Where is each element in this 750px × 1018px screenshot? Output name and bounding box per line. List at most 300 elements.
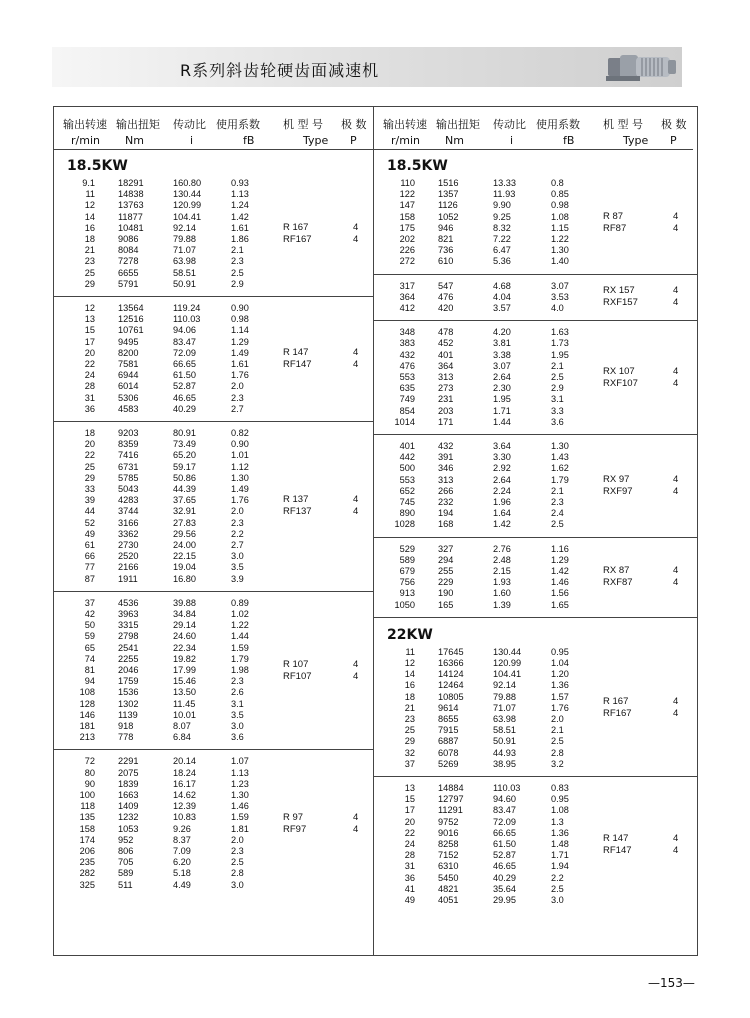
cell-service-factor: 1.63 (551, 327, 569, 338)
cell-torque: 1302 (118, 698, 139, 709)
cell-speed: 25 (404, 725, 415, 736)
table-row (53, 234, 373, 245)
table-row (373, 895, 693, 906)
cell-ratio: 52.87 (493, 850, 516, 861)
cell-torque: 3963 (118, 609, 139, 619)
cell-ratio: 2.92 (493, 463, 511, 474)
cell-service-factor: 2.1 (551, 360, 564, 371)
cell-torque: 7152 (438, 850, 459, 861)
cell-speed: 18 (84, 428, 95, 438)
cell-service-factor: 2.0 (231, 834, 244, 845)
cell-speed: 36 (84, 403, 95, 414)
cell-speed: 1014 (394, 416, 415, 427)
cell-torque: 231 (438, 394, 454, 405)
cell-torque: 6731 (118, 461, 139, 472)
pole-count: 4 (353, 359, 359, 370)
cell-ratio: 10.01 (173, 709, 196, 720)
cell-torque: 13564 (118, 303, 144, 313)
column-unit-left-0: r/min (71, 134, 100, 147)
cell-speed: 31 (404, 861, 415, 872)
cell-service-factor: 1.29 (551, 554, 569, 565)
table-row (53, 654, 373, 665)
cell-ratio: 11.45 (173, 698, 196, 709)
cell-service-factor: 1.46 (551, 577, 569, 588)
table-row (373, 417, 693, 428)
cell-speed: 9.1 (82, 178, 95, 188)
group-separator (373, 320, 698, 321)
cell-torque: 7581 (118, 359, 139, 369)
cell-service-factor: 1.73 (551, 338, 569, 349)
table-row (373, 338, 693, 349)
table-row (53, 801, 373, 812)
cell-ratio: 73.49 (173, 439, 196, 450)
cell-speed: 14 (84, 211, 95, 222)
cell-speed: 22 (84, 359, 95, 369)
table-row (53, 462, 373, 473)
pole-count: 4 (353, 494, 359, 506)
cell-speed: 679 (399, 566, 415, 576)
cell-service-factor: 1.49 (231, 484, 249, 494)
cell-speed: 42 (84, 609, 95, 619)
cell-service-factor: 1.36 (551, 680, 569, 691)
table-row (53, 223, 373, 234)
cell-speed: 146 (79, 709, 95, 720)
pole-count: 4 (353, 811, 359, 823)
cell-ratio: 29.14 (173, 620, 196, 631)
cell-torque: 255 (438, 566, 454, 576)
cell-service-factor: 2.3 (231, 256, 244, 267)
table-row (53, 314, 373, 325)
cell-ratio: 15.46 (173, 676, 196, 687)
cell-torque: 313 (438, 474, 454, 485)
table-row (373, 372, 693, 383)
table-row (373, 748, 693, 759)
cell-torque: 10805 (438, 691, 464, 702)
cell-ratio: 1.42 (493, 519, 511, 530)
cell-service-factor: 2.6 (231, 687, 244, 698)
cell-speed: 41 (404, 883, 415, 894)
cell-torque: 2541 (118, 642, 139, 653)
cell-ratio: 3.38 (493, 349, 511, 360)
cell-torque: 4821 (438, 883, 459, 894)
cell-service-factor: 3.0 (231, 721, 244, 731)
cell-torque: 2730 (118, 540, 139, 550)
cell-speed: 29 (84, 472, 95, 483)
pole-count: 4 (673, 485, 679, 497)
table-row (373, 736, 693, 747)
cell-service-factor: 2.5 (231, 857, 244, 868)
table-row (373, 703, 693, 714)
table-row (373, 647, 693, 658)
cell-service-factor: 3.0 (551, 895, 564, 905)
cell-ratio: 2.64 (493, 474, 511, 485)
table-row (53, 598, 373, 609)
table-row (53, 846, 373, 857)
cell-torque: 168 (438, 519, 454, 530)
cell-service-factor: 0.8 (551, 178, 564, 188)
pole-count: 4 (673, 832, 679, 844)
cell-ratio: 27.83 (173, 517, 196, 528)
table-row (373, 223, 693, 234)
group-separator (373, 617, 698, 618)
cell-torque: 8084 (118, 245, 139, 256)
cell-torque: 946 (438, 222, 454, 233)
cell-ratio: 104.41 (173, 211, 202, 222)
table-row (373, 669, 693, 680)
cell-service-factor: 2.1 (231, 245, 244, 256)
cell-ratio: 44.93 (493, 747, 516, 758)
cell-speed: 317 (399, 280, 415, 291)
cell-service-factor: 1.59 (231, 812, 249, 823)
cell-torque: 736 (438, 245, 454, 256)
model-type: RX 87 (603, 565, 630, 577)
table-row (373, 394, 693, 405)
cell-ratio: 104.41 (493, 669, 522, 680)
cell-speed: 749 (399, 394, 415, 405)
table-row (373, 292, 693, 303)
cell-ratio: 14.62 (173, 790, 196, 800)
cell-torque: 4283 (118, 495, 139, 506)
cell-ratio: 120.99 (173, 200, 202, 211)
cell-service-factor: 1.76 (551, 702, 569, 713)
cell-speed: 65 (84, 642, 95, 653)
table-row (53, 268, 373, 279)
table-row (373, 383, 693, 394)
cell-torque: 1232 (118, 812, 139, 823)
cell-service-factor: 1.71 (551, 850, 569, 861)
cell-service-factor: 3.2 (551, 758, 564, 769)
cell-torque: 7416 (118, 450, 139, 461)
cell-speed: 90 (84, 778, 95, 789)
table-row (373, 508, 693, 519)
cell-ratio: 1.64 (493, 508, 511, 519)
table-row (53, 699, 373, 710)
table-row (53, 359, 373, 370)
cell-ratio: 34.84 (173, 609, 196, 619)
cell-service-factor: 1.42 (551, 566, 569, 576)
cell-torque: 346 (438, 463, 454, 474)
cell-ratio: 66.65 (493, 827, 516, 838)
cell-ratio: 1.96 (493, 497, 511, 507)
model-type: R 87 (603, 210, 624, 222)
cell-ratio: 3.81 (493, 338, 511, 349)
table-row (373, 519, 693, 530)
cell-speed: 49 (84, 528, 95, 539)
cell-speed: 11 (405, 646, 415, 657)
cell-torque: 14124 (438, 669, 464, 680)
cell-speed: 13 (404, 783, 415, 793)
cell-speed: 23 (84, 256, 95, 267)
cell-torque: 165 (438, 599, 454, 610)
cell-service-factor: 1.59 (231, 642, 249, 653)
pole-count: 4 (673, 377, 679, 389)
table-row (53, 609, 373, 620)
cell-torque: 5785 (118, 472, 139, 483)
cell-ratio: 6.20 (173, 857, 191, 868)
cell-torque: 5791 (118, 278, 139, 289)
table-row (53, 325, 373, 336)
table-row (53, 756, 373, 767)
cell-service-factor: 2.1 (551, 485, 564, 496)
table-row (373, 577, 693, 588)
cell-service-factor: 1.12 (231, 461, 249, 472)
cell-speed: 108 (79, 687, 95, 698)
cell-torque: 9614 (438, 702, 459, 713)
table-row (53, 484, 373, 495)
cell-service-factor: 1.46 (231, 801, 249, 812)
cell-speed: 652 (399, 485, 415, 496)
table-row (53, 631, 373, 642)
cell-speed: 13 (84, 314, 95, 325)
cell-ratio: 80.91 (173, 428, 196, 438)
cell-speed: 348 (399, 327, 415, 338)
model-type: R 147 (283, 347, 309, 358)
cell-service-factor: 2.3 (551, 497, 564, 507)
cell-torque: 5450 (438, 872, 459, 883)
table-row (53, 868, 373, 879)
cell-torque: 821 (438, 234, 454, 244)
cell-speed: 24 (84, 370, 95, 381)
cell-service-factor: 1.16 (551, 543, 569, 554)
cell-speed: 59 (84, 631, 95, 642)
cell-service-factor: 3.5 (231, 709, 244, 720)
cell-ratio: 50.86 (173, 472, 196, 483)
page-number: —153— (648, 976, 695, 990)
cell-service-factor: 1.24 (231, 200, 249, 211)
cell-service-factor: 1.15 (551, 222, 569, 233)
cell-service-factor: 1.81 (231, 823, 249, 834)
column-header-left-1: 输出扭矩 (116, 118, 160, 131)
cell-ratio: 4.04 (493, 291, 511, 302)
cell-ratio: 72.09 (173, 347, 196, 358)
cell-torque: 3315 (118, 620, 139, 631)
column-unit-right-3: fB (563, 134, 575, 147)
table-row (373, 212, 693, 223)
cell-ratio: 37.65 (173, 495, 196, 506)
cell-ratio: 110.03 (173, 314, 201, 325)
cell-speed: 202 (399, 234, 415, 244)
cell-speed: 22 (404, 827, 415, 838)
cell-torque: 194 (438, 508, 454, 519)
cell-torque: 2798 (118, 631, 139, 642)
cell-service-factor: 1.13 (231, 767, 249, 778)
table-row (373, 178, 693, 189)
table-row (373, 256, 693, 267)
cell-torque: 16366 (438, 658, 464, 668)
cell-speed: 25 (84, 267, 95, 278)
cell-torque: 1516 (438, 178, 459, 188)
pole-count: 4 (673, 210, 679, 222)
cell-speed: 1028 (394, 519, 415, 530)
cell-speed: 37 (84, 597, 95, 608)
cell-torque: 2046 (118, 665, 139, 675)
cell-ratio: 13.33 (493, 178, 516, 188)
pole-count: 4 (353, 347, 359, 358)
cell-speed: 39 (84, 495, 95, 506)
cell-speed: 432 (399, 349, 415, 360)
cell-service-factor: 1.62 (551, 463, 569, 474)
table-row (373, 189, 693, 200)
cell-speed: 15 (404, 794, 415, 805)
table-row (53, 824, 373, 835)
cell-service-factor: 3.3 (551, 405, 564, 416)
cell-service-factor: 2.5 (231, 267, 244, 278)
cell-speed: 226 (399, 245, 415, 256)
cell-torque: 918 (118, 721, 134, 731)
pole-count: 4 (673, 696, 679, 708)
column-unit-right-4: Type (623, 134, 649, 147)
cell-speed: 87 (84, 573, 95, 584)
cell-service-factor: 1.02 (231, 609, 249, 619)
cell-speed: 21 (84, 245, 95, 256)
cell-torque: 511 (118, 879, 133, 890)
cell-speed: 122 (399, 189, 415, 200)
cell-speed: 33 (84, 484, 95, 494)
table-row (53, 620, 373, 631)
cell-ratio: 3.57 (493, 303, 511, 313)
cell-service-factor: 3.1 (551, 394, 564, 405)
table-row (53, 256, 373, 267)
cell-service-factor: 1.61 (231, 359, 249, 369)
table-row (373, 759, 693, 770)
group-separator (53, 591, 373, 592)
cell-ratio: 8.07 (173, 721, 191, 731)
cell-speed: 20 (404, 816, 415, 827)
cell-ratio: 50.91 (173, 278, 196, 289)
cell-service-factor: 3.53 (551, 291, 569, 302)
cell-service-factor: 0.83 (551, 783, 569, 793)
table-row (373, 555, 693, 566)
cell-speed: 24 (404, 839, 415, 849)
table-row (53, 337, 373, 348)
cell-service-factor: 3.0 (231, 879, 244, 890)
cell-torque: 3744 (118, 506, 139, 517)
cell-service-factor: 0.98 (231, 314, 249, 325)
cell-service-factor: 2.7 (231, 540, 244, 550)
cell-service-factor: 2.3 (231, 676, 244, 687)
cell-speed: 756 (399, 577, 415, 588)
cell-speed: 18 (84, 234, 95, 244)
cell-ratio: 17.99 (173, 665, 196, 675)
cell-service-factor: 3.5 (231, 562, 244, 573)
cell-ratio: 83.47 (493, 805, 516, 816)
table-row (373, 281, 693, 292)
cell-torque: 6655 (118, 267, 139, 278)
table-row (53, 721, 373, 732)
cell-ratio: 94.60 (493, 794, 516, 805)
cell-service-factor: 1.13 (231, 189, 249, 200)
table-row (53, 676, 373, 687)
cell-ratio: 1.44 (493, 416, 511, 427)
cell-ratio: 59.17 (173, 461, 196, 472)
cell-service-factor: 1.08 (551, 211, 569, 222)
model-type: R 167 (603, 696, 629, 708)
cell-service-factor: 4.0 (551, 303, 564, 313)
table-row (53, 212, 373, 223)
cell-torque: 6887 (438, 736, 459, 747)
cell-service-factor: 1.07 (231, 756, 249, 767)
cell-service-factor: 2.2 (551, 872, 564, 883)
table-row (53, 279, 373, 290)
header-line-right (373, 149, 693, 150)
cell-ratio: 8.32 (493, 222, 511, 233)
table-row (373, 475, 693, 486)
group-separator (53, 296, 373, 297)
cell-torque: 13763 (118, 200, 144, 211)
power-rating-right-2: 22KW (387, 626, 433, 643)
cell-torque: 5043 (118, 484, 139, 494)
table-row (373, 441, 693, 452)
table-row (53, 450, 373, 461)
cell-ratio: 1.95 (493, 394, 511, 405)
cell-speed: 128 (79, 698, 95, 709)
cell-torque: 266 (438, 485, 454, 496)
cell-service-factor: 1.49 (231, 347, 249, 358)
cell-torque: 9203 (118, 428, 139, 438)
cell-service-factor: 1.30 (231, 472, 249, 483)
table-row (53, 428, 373, 439)
table-row (53, 370, 373, 381)
cell-torque: 4536 (118, 597, 139, 608)
table-row (373, 600, 693, 611)
cell-speed: 12 (84, 303, 95, 313)
cell-speed: 29 (404, 736, 415, 747)
table-row (53, 857, 373, 868)
cell-speed: 476 (399, 360, 415, 371)
table-row (373, 805, 693, 816)
model-type: R 97 (283, 811, 304, 823)
cell-ratio: 38.95 (493, 758, 516, 769)
cell-service-factor: 2.3 (231, 846, 244, 856)
cell-ratio: 6.47 (493, 245, 511, 256)
cell-ratio: 79.88 (173, 234, 196, 244)
cell-torque: 1053 (118, 823, 139, 834)
model-type: RF137 (283, 506, 312, 518)
cell-ratio: 7.22 (493, 234, 511, 244)
model-type: RXF87 (603, 577, 633, 589)
cell-speed: 36 (404, 872, 415, 883)
cell-service-factor: 1.65 (551, 599, 569, 610)
cell-service-factor: 0.82 (231, 428, 249, 438)
column-header-right-4: 机 型 号 (603, 118, 643, 131)
cell-torque: 190 (438, 588, 454, 599)
cell-torque: 8200 (118, 347, 139, 358)
power-rating-right-1: 18.5KW (387, 158, 448, 174)
cell-torque: 5269 (438, 758, 459, 769)
table-row (53, 574, 373, 585)
table-row (53, 562, 373, 573)
table-row (53, 303, 373, 314)
cell-torque: 2291 (118, 756, 139, 767)
cell-service-factor: 1.48 (551, 839, 569, 849)
cell-torque: 327 (438, 543, 454, 554)
cell-speed: 213 (79, 732, 95, 743)
model-type: RF167 (283, 234, 312, 245)
table-row (53, 518, 373, 529)
cell-torque: 11291 (438, 805, 463, 816)
cell-speed: 325 (79, 879, 95, 890)
cell-speed: 18 (404, 691, 415, 702)
cell-ratio: 63.98 (173, 256, 196, 267)
cell-torque: 401 (438, 349, 454, 360)
cell-service-factor: 1.30 (551, 245, 569, 256)
cell-service-factor: 2.5 (551, 372, 564, 382)
cell-torque: 1139 (118, 709, 138, 720)
cell-torque: 11877 (118, 211, 143, 222)
table-row (373, 680, 693, 691)
cell-ratio: 58.51 (493, 725, 516, 736)
column-header-left-5: 极 数 (341, 118, 367, 131)
